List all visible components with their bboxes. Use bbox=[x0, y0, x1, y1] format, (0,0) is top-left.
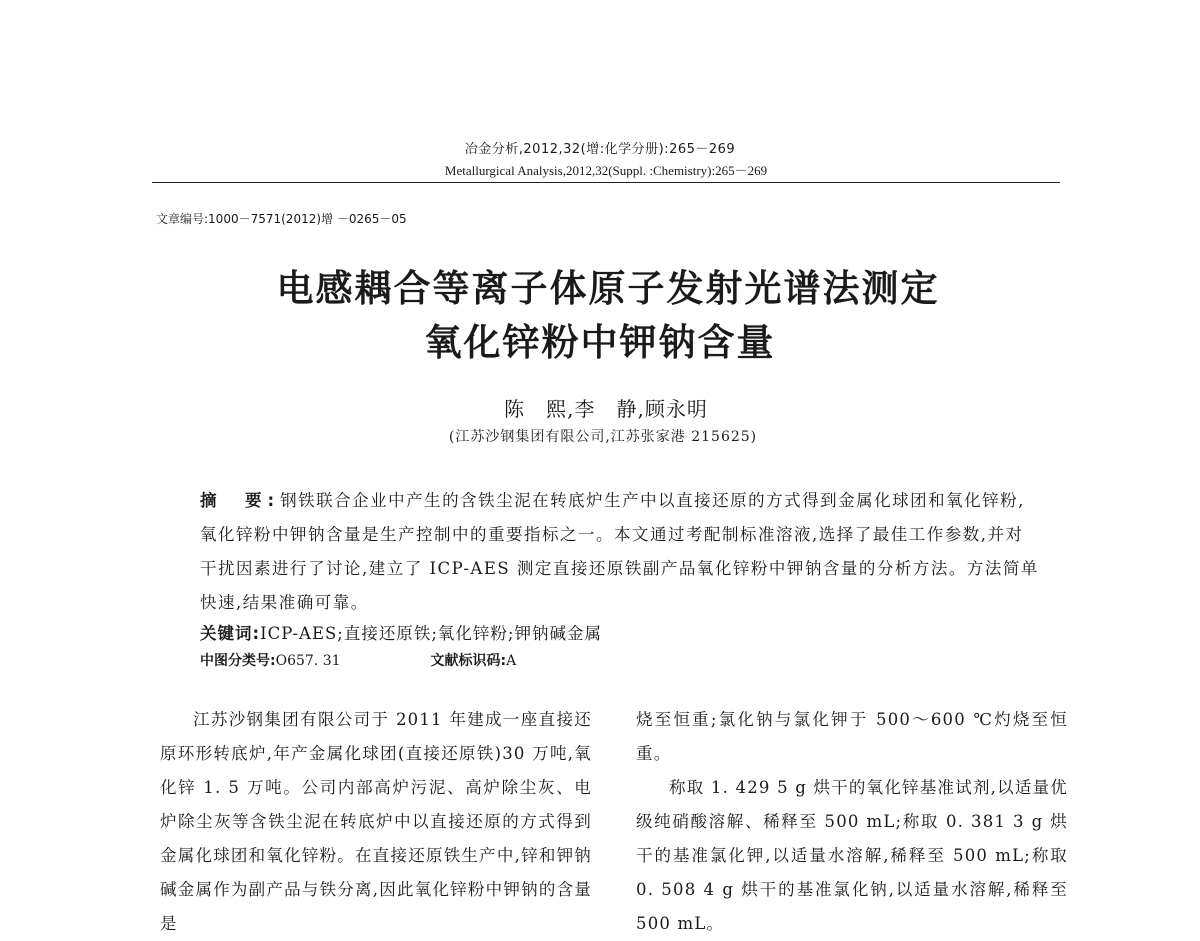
clc-value: O657. 31 bbox=[275, 653, 341, 669]
classification-line bbox=[200, 650, 1040, 670]
abstract-label: 摘 要: bbox=[200, 491, 281, 510]
doc-code-value: A bbox=[506, 653, 517, 669]
body-paragraph: 江苏沙钢集团有限公司于 2011 年建成一座直接还原环形转底炉,年产金属化球团(直接还原铁)30 万吨,氧化锌 1. 5 万吨。公司内部高炉污泥、高炉除尘灰、电炉除尘灰等含铁尘泥在转底炉中以直接还原的方式得到金属化球团和氧化锌粉。在直接还原铁生产中,锌和钾钠碱金属作为副产品与铁分离,因此氧化锌粉中钾钠的含量是 bbox=[160, 710, 592, 933]
paper-title-line-2: 氧化锌粉中钾钠含量 bbox=[424, 321, 776, 364]
clc-label: 中图分类号: bbox=[200, 653, 276, 669]
paper-title-line-1: 电感耦合等离子体原子发射光谱法测定 bbox=[276, 267, 940, 310]
body-paragraph: 称取 1. 429 5 g 烘干的氧化锌基准试剂,以适量优级纯硝酸溶解、稀释至 500 mL;称取 0. 381 3 g 烘干的基准氯化钾,以适量水溶解,稀释至 500 mL;称取 0. 508 4 g 烘干的基准氯化钠,以适量水溶解,稀释至 500 mL。 bbox=[636, 778, 1068, 933]
article-number: 文章编号:1000－7571(2012)增 －0265－05 bbox=[156, 212, 407, 226]
body-paragraph: 烧至恒重;氯化钠与氯化钾于 500～600 ℃灼烧至恒重。 bbox=[636, 710, 1068, 763]
body-column-left bbox=[160, 703, 592, 941]
abstract-text: 钢铁联合企业中产生的含铁尘泥在转底炉生产中以直接还原的方式得到金属化球团和氧化锌粉,氧化锌粉中钾钠含量是生产控制中的重要指标之一。本文通过考配制标准溶液,选择了最佳工作参数,并对干扰因素进行了讨论,建立了 ICP-AES 测定直接还原铁副产品氧化锌粉中钾钠含量的分析方法。方法简单快速,结果准确可靠。 bbox=[200, 491, 1039, 612]
journal-citation-en: Metallurgical Analysis,2012,32(Suppl. :Chemistry):265－269 bbox=[444, 163, 768, 178]
keywords-label: 关键词: bbox=[200, 624, 261, 643]
doc-code-label: 文献标识码: bbox=[430, 653, 507, 669]
keywords-text: ICP-AES;直接还原铁;氧化锌粉;钾钠碱金属 bbox=[260, 624, 602, 643]
author-list: 陈 熙,李 静,顾永明 bbox=[504, 397, 708, 421]
journal-citation-cn: 冶金分析,2012,32(增:化学分册):265－269 bbox=[464, 142, 736, 157]
body-column-right bbox=[636, 703, 1068, 941]
keywords bbox=[200, 620, 1040, 644]
header-rule bbox=[152, 182, 1060, 183]
affiliation: (江苏沙钢集团有限公司,江苏张家港 215625) bbox=[448, 429, 758, 445]
abstract bbox=[200, 484, 1040, 620]
